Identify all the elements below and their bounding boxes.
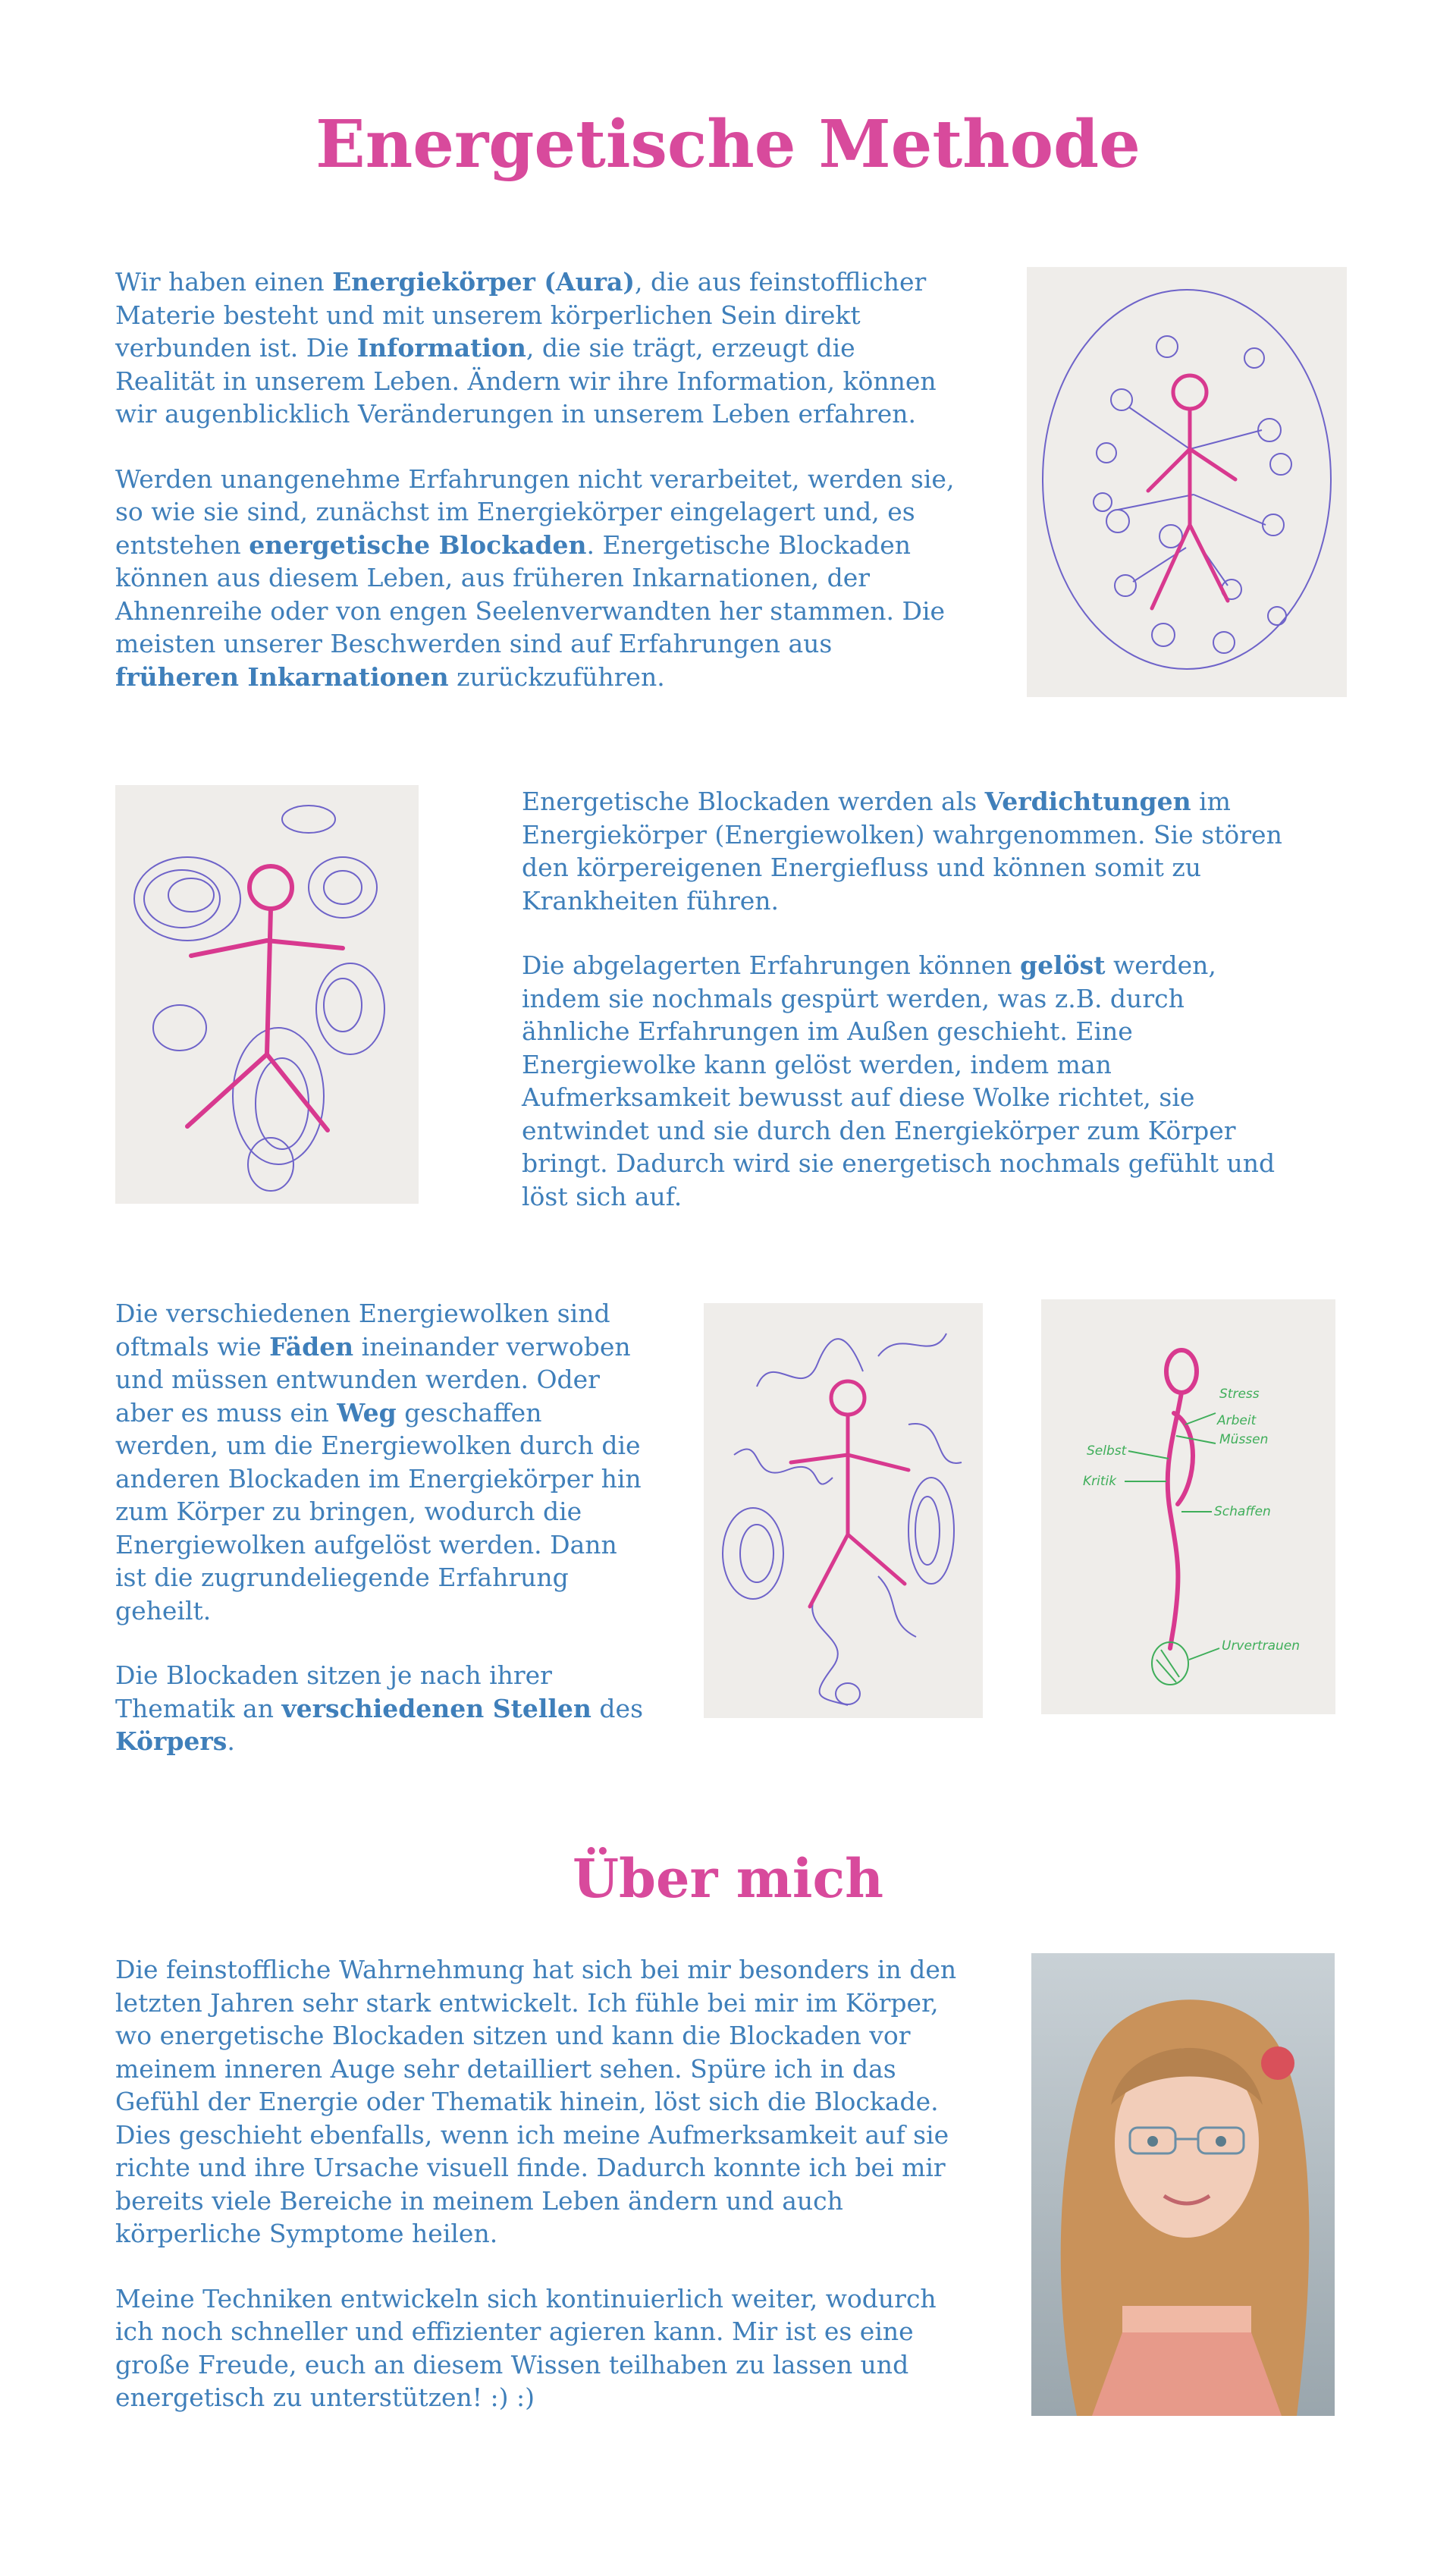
drawing-label: Stress <box>1219 1387 1260 1402</box>
paragraph: Die verschiedenen Energiewolken sind oftmals wie Fäden ineinander verwoben und müssen entwunden werden. Oder aber es muss ein Weg geschaffen werden, um die Energiewolken durch die anderen Blockaden im Energiekörper hin zum Körper zu bringen, wodurch die Energiewolken aufgelöst werden. Dann ist die zugrundeliegende Erfahrung geheilt. <box>115 1299 642 1626</box>
page-title: Energetische Methode <box>315 106 1141 183</box>
drawing-label: Arbeit <box>1217 1413 1257 1428</box>
paragraph: Energetische Blockaden werden als Verdichtungen im Energiekörper (Energiewolken) wahrgenommen. Sie stören den körpereigenen Energiefluss und können somit zu Krankheiten führen. <box>522 787 1282 916</box>
drawing-label: Müssen <box>1219 1432 1269 1447</box>
body-map-drawing-image <box>1041 1299 1335 1714</box>
drawing-label: Selbst <box>1087 1443 1127 1459</box>
drawing-label: Urvertrauen <box>1222 1638 1301 1654</box>
blockades-text <box>522 785 1295 1213</box>
intro-text <box>115 265 957 693</box>
portrait-photo <box>1031 1953 1335 2416</box>
paragraph: Die Blockaden sitzen je nach ihrer Thematik an verschiedenen Stellen des Körpers. <box>115 1660 644 1756</box>
threads-text <box>115 1297 646 1758</box>
paragraph: Die feinstoffliche Wahrnehmung hat sich bei mir besonders in den letzten Jahren sehr stark entwickelt. Ich fühle bei mir im Körper, wo energetische Blockaden sitzen und kann die Blockaden vor meinem inneren Auge sehr detailliert sehen. Spüre ich in das Gefühl der Energie oder Thematik hinein, löst sich die Blockade. Dies geschieht ebenfalls, wenn ich meine Aufmerksamkeit auf sie richte und ihre Ursache visuell finde. Dadurch konnte ich bei mir bereits viele Bereiche in meinem Leben ändern und auch körperliche Symptome heilen. <box>115 1955 957 2248</box>
paragraph: Werden unangenehme Erfahrungen nicht verarbeitet, werden sie, so wie sie sind, zunächst im Energiekörper eingelagert und, es entstehen energetische Blockaden. Energetische Blockaden können aus diesem Leben, aus früheren Inkarnationen, der Ahnenreihe oder von engen Seelenverwandten her stammen. Die meisten unserer Beschwerden sind auf Erfahrungen aus früheren Inkarnationen zurückzuführen. <box>115 463 955 692</box>
threads-drawing-image <box>704 1303 983 1718</box>
drawing-label: Schaffen <box>1214 1504 1271 1519</box>
aura-drawing-image <box>1027 267 1347 697</box>
energy-clouds-drawing-image <box>115 785 419 1204</box>
paragraph: Die abgelagerten Erfahrungen können gelöst werden, indem sie nochmals gespürt werden, was z.B. durch ähnliche Erfahrungen im Außen geschieht. Eine Energiewolke kann gelöst werden, indem man Aufmerksamkeit bewusst auf diese Wolke richtet, sie entwindet und sie durch den Energiekörper zum Körper bringt. Dadurch wird sie energetisch nochmals gefühlt und löst sich auf. <box>522 950 1276 1211</box>
paragraph: Meine Techniken entwickeln sich kontinuierlich weiter, wodurch ich noch schneller und effizienter agieren kann. Mir ist es eine große Freude, euch an diesem Wissen teilhaben zu lassen und energetisch zu unterstützen! :) :) <box>115 2283 937 2412</box>
paragraph: Wir haben einen Energiekörper (Aura), die aus feinstofflicher Materie besteht und mit unserem körperlichen Sein direkt verbunden ist. Die Information, die sie trägt, erzeugt die Realität in unserem Leben. Ändern wir ihre Information, können wir augenblicklich Veränderungen in unserem Leben erfahren. <box>115 267 937 429</box>
section-title: Über mich <box>573 1847 883 1910</box>
drawing-label: Kritik <box>1083 1474 1117 1489</box>
about-text <box>115 1953 961 2414</box>
